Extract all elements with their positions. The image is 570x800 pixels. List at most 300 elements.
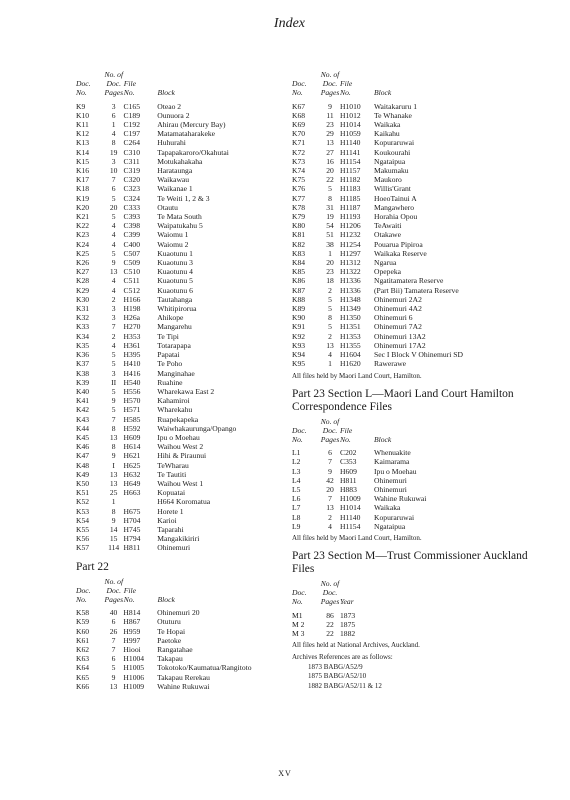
doc-no-cell: K92 [292, 331, 306, 341]
table-row [76, 313, 306, 322]
file-no-cell: H1182 [340, 175, 361, 185]
doc-no-cell: K16 [76, 166, 90, 176]
table-row [292, 448, 524, 457]
doc-no-cell: K25 [76, 248, 90, 258]
table-row [76, 258, 306, 267]
block-cell: Karioi [157, 515, 177, 525]
table-row [76, 341, 306, 350]
doc-no-cell: K11 [76, 120, 89, 130]
doc-pages-cell: 9 [328, 101, 332, 111]
block-cell: Mangawhero [374, 202, 415, 212]
file-no-cell: H1141 [340, 147, 361, 157]
table-row [76, 534, 306, 543]
doc-pages-cell: 18 [326, 276, 334, 286]
file-no-cell: H1006 [123, 672, 145, 682]
doc-no-cell: K41 [76, 396, 90, 406]
file-no-cell: C512 [123, 285, 141, 295]
column-header [76, 577, 306, 605]
doc-no-cell: K67 [292, 101, 306, 111]
file-no-cell: H794 [123, 534, 141, 544]
doc-no-cell: L9 [292, 521, 301, 531]
table-row [76, 184, 306, 193]
doc-pages-cell: 13 [109, 478, 118, 488]
file-no-cell: H395 [123, 350, 141, 360]
file-no-cell: C399 [123, 230, 141, 240]
table-row [292, 457, 524, 466]
doc-pages-cell: 2 [328, 331, 332, 341]
doc-no-cell: K73 [292, 156, 306, 166]
block-cell: (Part Bii) Tamatera Reserve [374, 285, 459, 295]
doc-pages-cell: 6 [328, 448, 332, 458]
doc-pages-cell: 5 [328, 304, 332, 314]
block-cell: Ohinemuri [374, 475, 407, 485]
index-table-section-m [292, 611, 374, 639]
doc-no-cell: K74 [292, 166, 306, 176]
doc-no-cell: K85 [292, 267, 306, 277]
table-row [292, 203, 524, 212]
doc-no-cell: K59 [76, 617, 90, 627]
table-row [292, 322, 524, 331]
block-cell: Motukahakaha [157, 156, 203, 166]
doc-pages-cell: 13 [109, 681, 118, 691]
block-cell: Papatai [157, 350, 180, 360]
file-no-cell: H1014 [340, 503, 361, 513]
doc-no-cell: K70 [292, 129, 306, 139]
block-cell: Ohinemuri 4A2 [374, 304, 422, 314]
table-row [76, 470, 306, 479]
table-row [292, 258, 524, 267]
block-cell: Tapapakaroro/Okahutai [157, 147, 229, 157]
block-cell: Waihou West 2 [157, 442, 204, 452]
column-header [292, 579, 532, 607]
doc-no-cell: L1 [292, 448, 301, 458]
table-row [76, 286, 306, 295]
doc-no-cell: K66 [76, 681, 90, 691]
table-row [292, 359, 524, 368]
doc-pages-cell: 9 [111, 672, 116, 682]
table-row [292, 102, 524, 111]
file-no-cell: H609 [123, 432, 141, 442]
table-row [292, 476, 524, 485]
doc-no-cell: K77 [292, 193, 306, 203]
file-no-cell: H1353 [340, 331, 361, 341]
doc-no-cell: K87 [292, 285, 306, 295]
archives-references [292, 653, 532, 691]
archives-ref: 1875 BABG/A52/10 [308, 672, 367, 681]
block-cell: Rangatahae [157, 644, 193, 654]
file-no-cell: H1336 [340, 276, 361, 286]
block-cell: Tokotoko/Kaumatua/Rangitoto [157, 663, 252, 673]
right-column [292, 70, 532, 691]
file-no-cell: H1351 [340, 322, 361, 332]
block-cell: Ruahine [157, 377, 183, 387]
table-row [292, 148, 524, 157]
block-cell: Waipatukahu 5 [157, 221, 203, 231]
block-cell: Kahamiroi [157, 396, 190, 406]
doc-pages-cell: 13 [326, 138, 334, 148]
table-row [76, 138, 306, 147]
block-cell: Mangarehu [157, 322, 192, 332]
doc-pages-cell: 5 [111, 212, 116, 222]
doc-pages-cell: 26 [109, 626, 118, 636]
file-no-cell: H814 [123, 608, 141, 618]
table-row [76, 111, 306, 120]
table-row [76, 424, 306, 433]
doc-no-cell: K15 [76, 156, 90, 166]
header-file-no: No. [340, 434, 351, 444]
table-row [76, 516, 306, 525]
block-cell: Wharekawa East 2 [157, 386, 215, 396]
header-block: Block [157, 594, 175, 604]
doc-no-cell: K50 [76, 478, 90, 488]
file-no-cell: H1620 [340, 359, 361, 369]
doc-pages-cell: 7 [111, 175, 116, 185]
file-no-cell: H1185 [340, 193, 361, 203]
doc-pages-cell: 7 [111, 322, 116, 332]
table-row [292, 212, 524, 221]
header-doc: Doc. [292, 425, 307, 435]
file-no-cell: C398 [123, 221, 141, 231]
file-no-cell: H959 [123, 626, 141, 636]
file-no-cell: C197 [123, 129, 141, 139]
table-row [292, 276, 524, 285]
doc-no-cell: K94 [292, 350, 306, 360]
header-file: File [123, 79, 137, 89]
archives-refs-intro: Archives References are as follows: [292, 653, 393, 662]
table-row [292, 286, 524, 295]
doc-pages-cell: 4 [111, 129, 116, 139]
table-row [76, 350, 306, 359]
doc-pages-cell: 5 [328, 294, 332, 304]
doc-no-cell: L2 [292, 457, 301, 467]
file-no-cell: H609 [340, 466, 357, 476]
doc-no-cell: L3 [292, 466, 301, 476]
file-no-cell: H353 [123, 331, 141, 341]
doc-pages-cell: 6 [111, 184, 116, 194]
header-year: Year [340, 597, 354, 607]
doc-no-cell: K30 [76, 294, 90, 304]
doc-no-cell: K22 [76, 221, 90, 231]
doc-no-cell: K79 [292, 212, 306, 222]
doc-no-cell: K58 [76, 608, 90, 618]
doc-no-cell: K49 [76, 469, 90, 479]
table-row [76, 405, 306, 414]
column-header [292, 70, 532, 98]
block-cell: Waikawau [157, 175, 190, 185]
file-no-cell: H883 [340, 484, 357, 494]
doc-no-cell: K88 [292, 294, 306, 304]
table-row [76, 543, 306, 552]
doc-pages-cell: 6 [111, 617, 116, 627]
table-row [76, 682, 306, 691]
table-row [76, 194, 306, 203]
file-no-cell: H166 [123, 294, 141, 304]
file-no-cell: H704 [123, 515, 141, 525]
archives-ref: 1873 BABG/A52/9 [308, 662, 363, 671]
table-row [292, 332, 524, 341]
doc-pages-cell: 6 [111, 110, 116, 120]
header-file: File [123, 585, 137, 595]
table-row [292, 313, 524, 322]
file-no-cell: C353 [340, 457, 357, 467]
table-row [76, 166, 306, 175]
file-no-cell: C264 [123, 138, 141, 148]
doc-no-cell: L5 [292, 484, 301, 494]
file-no-cell: H416 [123, 368, 141, 378]
doc-pages-cell: 7 [328, 457, 332, 467]
table-row [292, 194, 524, 203]
file-no-cell: C311 [123, 156, 140, 166]
table-row [76, 636, 306, 645]
doc-no-cell: K28 [76, 276, 90, 286]
block-cell: Ohinemuri 6 [374, 313, 413, 323]
doc-pages-cell: 20 [326, 166, 334, 176]
doc-pages-cell: 3 [111, 101, 116, 111]
doc-pages-cell: 19 [326, 212, 334, 222]
block-cell: Ohinemuri 17A2 [374, 340, 426, 350]
table-row [292, 503, 524, 512]
block-cell: Waikaka [374, 503, 401, 513]
block-cell: Horete 1 [157, 506, 184, 516]
doc-pages-cell: 6 [111, 654, 116, 664]
block-cell: Waikaka Reserve [374, 248, 427, 258]
archives-ref: 1882 BABG/A52/11 & 12 [308, 681, 382, 690]
block-cell: Te Tautiti [157, 469, 187, 479]
doc-no-cell: K21 [76, 212, 90, 222]
doc-pages-cell: 15 [109, 534, 118, 544]
doc-pages-cell: 2 [328, 512, 332, 522]
doc-pages-cell: 5 [111, 359, 116, 369]
table-row [292, 295, 524, 304]
left-column [76, 70, 306, 691]
table-row [292, 138, 524, 147]
doc-pages-cell: 8 [111, 442, 116, 452]
header-pages: Pages [104, 594, 124, 604]
doc-pages-cell: 5 [111, 193, 116, 203]
block-cell: Mangakikiriri [157, 534, 200, 544]
file-no-cell: C333 [123, 202, 141, 212]
doc-pages-cell: 22 [326, 175, 334, 185]
doc-pages-cell: 10 [109, 166, 118, 176]
block-cell: Manginahae [157, 368, 195, 378]
doc-pages-cell: 5 [328, 184, 332, 194]
file-no-cell: H1355 [340, 340, 361, 350]
doc-pages-cell: 9 [111, 258, 116, 268]
doc-no-cell: K52 [76, 497, 90, 507]
header-doc2: Doc. [106, 585, 122, 595]
block-cell: Whitipirorua [157, 304, 197, 314]
table-row [76, 148, 306, 157]
header-no-of: No. of [320, 578, 340, 588]
block-cell: Kopuraruwai [374, 138, 415, 148]
doc-pages-cell: 1 [328, 359, 332, 369]
doc-no-cell: K23 [76, 230, 90, 240]
file-no-cell: H867 [123, 617, 141, 627]
file-no-cell: C320 [123, 175, 141, 185]
doc-no-cell: K35 [76, 340, 90, 350]
doc-no-cell: K63 [76, 654, 90, 664]
part22-title: Part 22 [76, 560, 109, 573]
block-cell: Waiomu 2 [157, 239, 189, 249]
file-no-cell: C189 [123, 110, 141, 120]
doc-pages-cell: 2 [111, 294, 116, 304]
doc-pages-cell: 4 [328, 350, 332, 360]
block-cell: Ohinemuri 13A2 [374, 331, 426, 341]
file-no-cell: Hiooi [123, 644, 141, 654]
file-no-cell: H811 [123, 543, 141, 553]
doc-pages-cell: 4 [328, 521, 332, 531]
section-m-title: Part 23 Section M—Trust Commissioner Auckland Files [292, 549, 528, 575]
doc-pages-cell: 8 [111, 506, 116, 516]
file-no-cell: H1349 [340, 304, 361, 314]
header-doc2: Doc. [322, 425, 338, 435]
doc-pages-cell: 5 [111, 663, 116, 673]
doc-pages-cell: 20 [326, 484, 334, 494]
doc-no-cell: K76 [292, 184, 306, 194]
doc-no-cell: K9 [76, 101, 86, 111]
table-row [76, 433, 306, 442]
block-cell: Paetoke [157, 635, 182, 645]
header-file-no: No. [123, 88, 135, 98]
block-cell: Horahia Opou [374, 212, 418, 222]
file-no-cell: H1010 [340, 101, 361, 111]
doc-no-cell: K51 [76, 488, 90, 498]
block-cell: Oteao 2 [157, 101, 182, 111]
file-no-cell: H198 [123, 304, 141, 314]
table-row [76, 387, 306, 396]
doc-pages-cell: 1 [111, 120, 116, 130]
file-no-cell: H1140 [340, 138, 361, 148]
block-cell: HoeoTainui A [374, 193, 417, 203]
file-no-cell: H1009 [123, 681, 145, 691]
note-maori-land-court: All files held by Maori Land Court, Hamilton. [292, 371, 422, 380]
table-row [76, 497, 306, 506]
doc-pages-cell: 5 [111, 386, 116, 396]
table-row [292, 304, 524, 313]
doc-no-cell: K37 [76, 359, 90, 369]
header-block: Block [374, 434, 392, 444]
header-no-of: No. of [104, 576, 124, 586]
doc-pages-cell: 9 [111, 451, 116, 461]
file-no-cell: C165 [123, 101, 141, 111]
doc-no-cell: K39 [76, 377, 90, 387]
file-no-cell: H540 [123, 377, 141, 387]
doc-no-cell: K13 [76, 138, 90, 148]
doc-no-cell: K44 [76, 423, 90, 433]
table-row [292, 267, 524, 276]
doc-pages-cell: 23 [326, 120, 334, 130]
file-no-cell: H410 [123, 359, 141, 369]
table-row [76, 203, 306, 212]
doc-pages-cell: I [112, 460, 115, 470]
doc-pages-cell: 22 [326, 619, 334, 629]
file-no-cell: C202 [340, 448, 357, 458]
table-row [292, 120, 524, 129]
block-cell: Ounuora 2 [157, 110, 190, 120]
file-no-cell: H592 [123, 423, 141, 433]
doc-pages-cell: 20 [326, 258, 334, 268]
doc-pages-cell: 7 [328, 494, 332, 504]
doc-no-cell: K84 [292, 258, 306, 268]
file-no-cell: H1157 [340, 166, 361, 176]
file-no-cell: H1348 [340, 294, 361, 304]
file-no-cell: H1232 [340, 230, 361, 240]
doc-pages-cell: 4 [111, 230, 116, 240]
doc-no-cell: M 2 [292, 619, 305, 629]
doc-pages-cell: 5 [328, 322, 332, 332]
block-cell: Matamataharakeke [157, 129, 215, 139]
header-block: Block [157, 88, 175, 98]
table-row [292, 230, 524, 239]
header-pages: Pages [320, 434, 340, 444]
block-cell: Te Whanake [374, 110, 412, 120]
doc-pages-cell: 22 [326, 628, 334, 638]
table-row [76, 102, 306, 111]
header-no: No. [76, 594, 87, 604]
block-cell: Wahine Rukuwai [374, 494, 427, 504]
table-row [76, 129, 306, 138]
file-no-cell: H625 [123, 460, 141, 470]
block-cell: Ngatitamatera Reserve [374, 276, 444, 286]
table-row [292, 485, 524, 494]
note-national-archives: All files held at National Archives, Auckland. [292, 641, 420, 650]
doc-pages-cell: 5 [111, 248, 116, 258]
doc-pages-cell: 3 [111, 313, 116, 323]
header-file: File [340, 425, 353, 435]
doc-pages-cell: 13 [326, 340, 334, 350]
doc-pages-cell: 2 [328, 285, 332, 295]
table-row [76, 369, 306, 378]
file-no-cell: H26a [123, 313, 140, 323]
header-no-of: No. of [320, 70, 340, 79]
block-cell: Ohinemuri 2A2 [374, 294, 422, 304]
block-cell: Kuaotunu 4 [157, 267, 193, 277]
doc-pages-cell: 14 [109, 524, 118, 534]
block-cell: Ahikope [157, 313, 184, 323]
block-cell: Ngataipua [374, 156, 406, 166]
table-row [76, 488, 306, 497]
doc-pages-cell: 8 [111, 423, 116, 433]
file-no-cell: H570 [123, 396, 141, 406]
doc-pages-cell: 13 [109, 267, 118, 277]
doc-pages-cell: 25 [109, 488, 118, 498]
doc-no-cell: K68 [292, 110, 306, 120]
doc-pages-cell: 8 [328, 193, 332, 203]
file-no-cell: H585 [123, 414, 141, 424]
table-row [76, 332, 306, 341]
table-row [292, 249, 524, 258]
doc-pages-cell: 51 [326, 230, 334, 240]
doc-no-cell: K20 [76, 202, 90, 212]
block-cell: Ipu o Moehau [374, 466, 417, 476]
doc-no-cell: K55 [76, 524, 90, 534]
file-no-cell: H1187 [340, 202, 361, 212]
doc-no-cell: K40 [76, 386, 90, 396]
block-cell: Willis'Grant [374, 184, 411, 194]
file-no-cell: C509 [123, 258, 141, 268]
table-row [76, 276, 306, 285]
doc-no-cell: K83 [292, 248, 306, 258]
doc-no-cell: K57 [76, 543, 90, 553]
table-row [76, 267, 306, 276]
doc-no-cell: K56 [76, 534, 90, 544]
doc-pages-cell: 42 [326, 475, 334, 485]
block-cell: Ruapekapeka [157, 414, 199, 424]
table-row [292, 240, 524, 249]
block-cell: Waitakaruru 1 [374, 101, 418, 111]
file-no-cell: H1059 [340, 129, 361, 139]
doc-pages-cell: 23 [326, 267, 334, 277]
